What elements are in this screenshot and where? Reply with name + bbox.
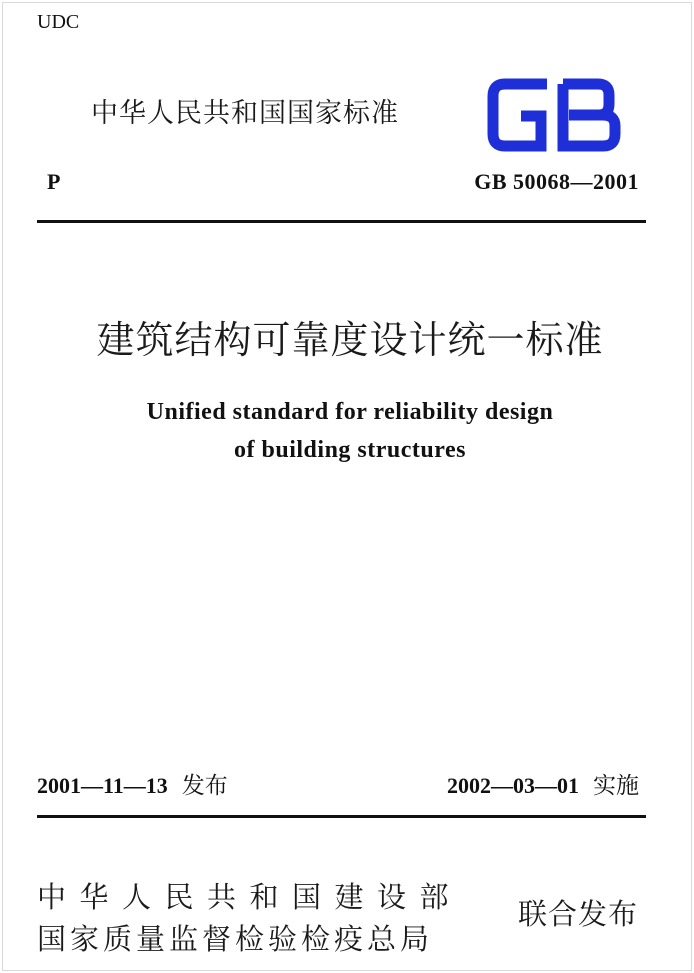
joint-issue-label: 联合发布 <box>518 897 639 931</box>
title-english-line1: Unified standard for reliability design <box>146 399 554 425</box>
category-code: P <box>47 169 61 194</box>
effective-date: 2002—03—01 <box>447 773 579 798</box>
title-chinese: 建筑结构可靠度设计统一标准 <box>96 318 604 362</box>
udc-label: UDC <box>37 11 80 33</box>
issue-date: 2001—11—13 <box>37 773 168 798</box>
document-page <box>2 2 692 971</box>
gb-logo-icon <box>485 76 623 154</box>
issuer-ministry: 中华人民共和国建设部 <box>37 880 463 914</box>
top-divider <box>37 220 646 223</box>
issuer-administration: 国家质量监督检验检疫总局 <box>37 922 434 956</box>
issue-date-block <box>37 767 228 800</box>
issue-label: 发布 <box>181 773 228 799</box>
title-english-line2: of building structures <box>234 437 466 463</box>
effective-date-block <box>447 767 639 800</box>
standard-number: GB 50068—2001 <box>474 169 639 194</box>
effective-label: 实施 <box>593 773 639 799</box>
bottom-divider <box>37 815 646 818</box>
national-standard-label: 中华人民共和国国家标准 <box>91 98 399 129</box>
